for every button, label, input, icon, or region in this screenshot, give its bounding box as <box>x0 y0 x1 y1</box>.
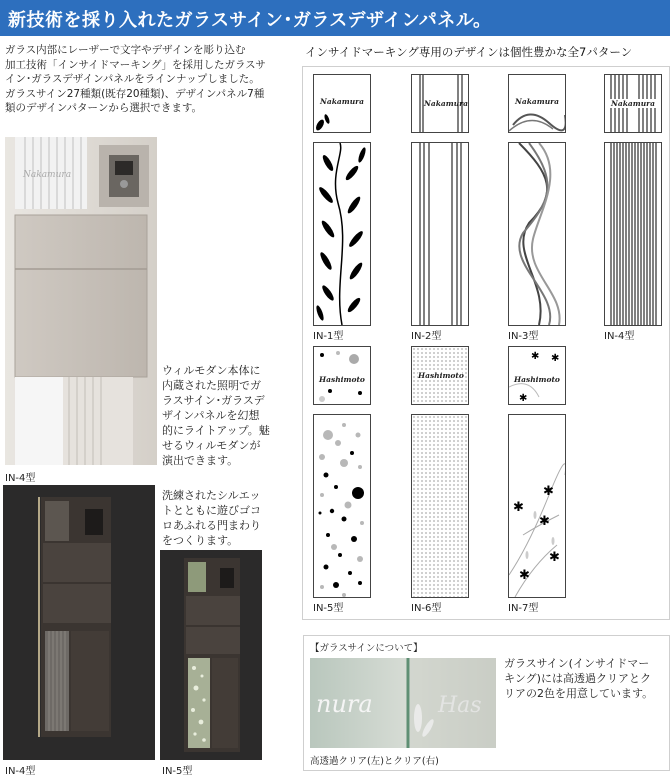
nameplate-text: Nakamura <box>609 99 657 108</box>
nameplate-text: Nakamura <box>320 97 364 106</box>
glass-sign-box <box>303 635 670 771</box>
glass-sample-photo <box>310 658 496 748</box>
pattern-label: IN-1型 <box>313 331 344 342</box>
glass-body-line: リアの2色を用意しています。 <box>504 687 654 700</box>
pattern-label: IN-4型 <box>604 331 635 342</box>
pattern-in7-panel <box>508 414 566 598</box>
main-product-photo <box>5 137 157 465</box>
pattern-in4-nameplate <box>604 74 662 133</box>
nameplate-text: Hashimoto <box>514 375 560 384</box>
pattern-in4-panel <box>604 142 662 326</box>
glass-sign-heading: 【ガラスサインについて】 <box>310 643 423 654</box>
glass-sign-body <box>504 656 664 701</box>
product-photo-in4-dark <box>3 485 155 760</box>
page-title: 新技術を採り入れたガラスサイン･ガラスデザインパネル。 <box>8 10 492 31</box>
pattern-in2-nameplate <box>411 74 469 133</box>
side-line: 的にライトアップ。魅 <box>162 424 270 437</box>
side-line: をつくります。 <box>162 534 239 547</box>
intro-line: 加工技術「インサイドマーキング」を採用したガラスサ <box>5 58 266 71</box>
glass-body-line: キング)には高透過クリアとク <box>504 672 651 685</box>
svg-text:✱: ✱ <box>519 393 528 404</box>
svg-text:✱: ✱ <box>539 514 550 529</box>
intro-text <box>5 43 270 116</box>
svg-text:✱: ✱ <box>531 351 540 362</box>
glass-sample-text-right: Has <box>438 693 482 718</box>
photo-caption-main: IN-4型 <box>5 473 36 484</box>
svg-text:✱: ✱ <box>519 568 530 583</box>
pattern-label: IN-2型 <box>411 331 442 342</box>
svg-text:✱: ✱ <box>551 353 560 364</box>
pattern-label: IN-7型 <box>508 603 539 614</box>
side-text-silhouette <box>162 488 274 548</box>
side-line: トとともに遊びゴコ <box>162 504 261 517</box>
side-line: 内蔵された照明でガ <box>162 379 261 392</box>
pattern-label: IN-6型 <box>411 603 442 614</box>
glass-sample-text-left: nura <box>316 690 373 718</box>
nameplate-text: Nakamura <box>424 99 468 108</box>
pattern-in5-panel <box>313 414 371 598</box>
side-text-lighting <box>162 363 274 468</box>
side-line: ラスサイン･ガラスデ <box>162 394 265 407</box>
svg-text:✱: ✱ <box>543 484 554 499</box>
pattern-in3-panel <box>508 142 566 326</box>
intro-line: ガラス内部にレーザーで文字やデザインを彫り込む <box>5 44 246 56</box>
nameplate-text: Hashimoto <box>319 375 365 384</box>
glass-sign-caption: 高透過クリア(左)とクリア(右) <box>310 756 439 767</box>
intro-line: ガラスサイン27種類(既存20種類)、デザインパネル7種 <box>5 87 265 100</box>
side-line: ロあふれる門まわり <box>162 519 261 532</box>
glass-body-line: ガラスサイン(インサイドマー <box>504 657 650 670</box>
title-bar <box>0 0 670 36</box>
main-photo-image <box>5 137 157 465</box>
svg-text:✱: ✱ <box>549 550 560 565</box>
side-line: ザインパネルを幻想 <box>162 409 260 422</box>
nameplate-text: Nakamura <box>515 97 559 106</box>
nameplate-text: Hashimoto <box>418 371 464 380</box>
pattern-in6-panel <box>411 414 469 598</box>
pattern-in1-nameplate <box>313 74 371 133</box>
intro-line: イン･ガラスデザインパネルをラインナップしました。 <box>5 73 260 85</box>
intro-line: 類のデザインパターンから選択できます。 <box>5 102 202 114</box>
photo-nameplate-text: Nakamura <box>23 170 72 180</box>
side-line: せるウィルモダンが <box>162 439 261 452</box>
side-line: 演出できます。 <box>162 454 239 467</box>
pattern-in2-panel <box>411 142 469 326</box>
svg-text:✱: ✱ <box>513 500 524 515</box>
pattern-in3-nameplate <box>508 74 566 133</box>
pattern-label: IN-5型 <box>313 603 344 614</box>
pattern-label: IN-3型 <box>508 331 539 342</box>
pattern-in5-nameplate <box>313 346 371 405</box>
pattern-in6-nameplate <box>411 346 469 405</box>
photo-caption-bottom-right: IN-5型 <box>162 766 193 777</box>
patterns-heading: インサイドマーキング専用のデザインは個性豊かな全7パターン <box>305 45 633 59</box>
pattern-in1-panel <box>313 142 371 326</box>
pattern-in7-nameplate <box>508 346 566 405</box>
side-line: 洗練されたシルエッ <box>162 489 261 502</box>
side-line: ウィルモダン本体に <box>162 364 261 377</box>
photo-caption-bottom-left: IN-4型 <box>5 766 36 777</box>
product-photo-in5-dark <box>160 550 262 760</box>
